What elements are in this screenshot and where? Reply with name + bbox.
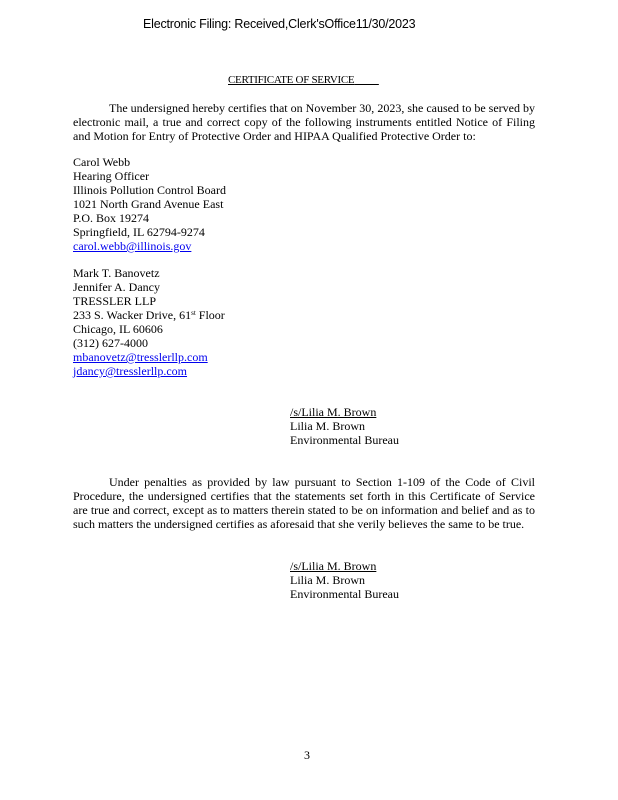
recipient-organization: Illinois Pollution Control Board [73, 183, 227, 197]
recipient-address-block-2 [73, 266, 225, 378]
recipient-address-block-1 [73, 155, 226, 253]
electronic-signature: /s/Lilia M. Brown [290, 405, 377, 419]
recipient-name: Mark T. Banovetz [73, 266, 160, 280]
recipient-name: Carol Webb [73, 155, 131, 169]
signer-department: Environmental Bureau [290, 587, 399, 601]
recipient-email-link[interactable]: carol.webb@illinois.gov [73, 239, 192, 253]
signature-block-2 [290, 559, 399, 601]
recipient-email-link[interactable]: mbanovetz@tresslerllp.com [73, 350, 208, 364]
page-number: 3 [304, 748, 310, 762]
verification-paragraph: Under penalties as provided by law pursuant to Section 1-109 of the Code of Civil Procedure, the undersigned certifies that the statements set forth in this Certificate of Service are true and correct, except as to matters therein stated to be on information and belief and as to such matters the undersigned certifies as aforesaid that she verily believes the same to be true. [73, 475, 535, 531]
signer-name: Lilia M. Brown [290, 419, 365, 433]
recipient-city: Springfield, IL 62794-9274 [73, 225, 205, 239]
recipient-email-link[interactable]: jdancy@tresslerllp.com [73, 364, 188, 378]
electronic-signature: /s/Lilia M. Brown [290, 559, 377, 573]
recipient-name: Jennifer A. Dancy [73, 280, 160, 294]
filing-stamp-header: Electronic Filing: Received,Clerk'sOffice11/30/2023 [143, 17, 416, 31]
intro-paragraph: The undersigned hereby certifies that on November 30, 2023, she caused to be served by electronic mail, a true and correct copy of the following instruments entitled Notice of Filing and Motion for Entry of Protective Order and HIPAA Qualified Protective Order to: [73, 101, 535, 143]
recipient-street: 1021 North Grand Avenue East [73, 197, 224, 211]
recipient-role: Hearing Officer [73, 169, 150, 183]
signature-block-1 [290, 405, 399, 447]
recipient-po-box: P.O. Box 19274 [73, 211, 150, 225]
signer-name: Lilia M. Brown [290, 573, 365, 587]
recipient-street: 233 S. Wacker Drive, 61st Floor [73, 308, 225, 322]
recipient-organization: TRESSLER LLP [73, 294, 157, 308]
recipient-phone: (312) 627-4000 [73, 336, 148, 350]
recipient-city: Chicago, IL 60606 [73, 322, 163, 336]
signer-department: Environmental Bureau [290, 433, 399, 447]
document-title: CERTIFICATE OF SERVICE [228, 74, 355, 86]
